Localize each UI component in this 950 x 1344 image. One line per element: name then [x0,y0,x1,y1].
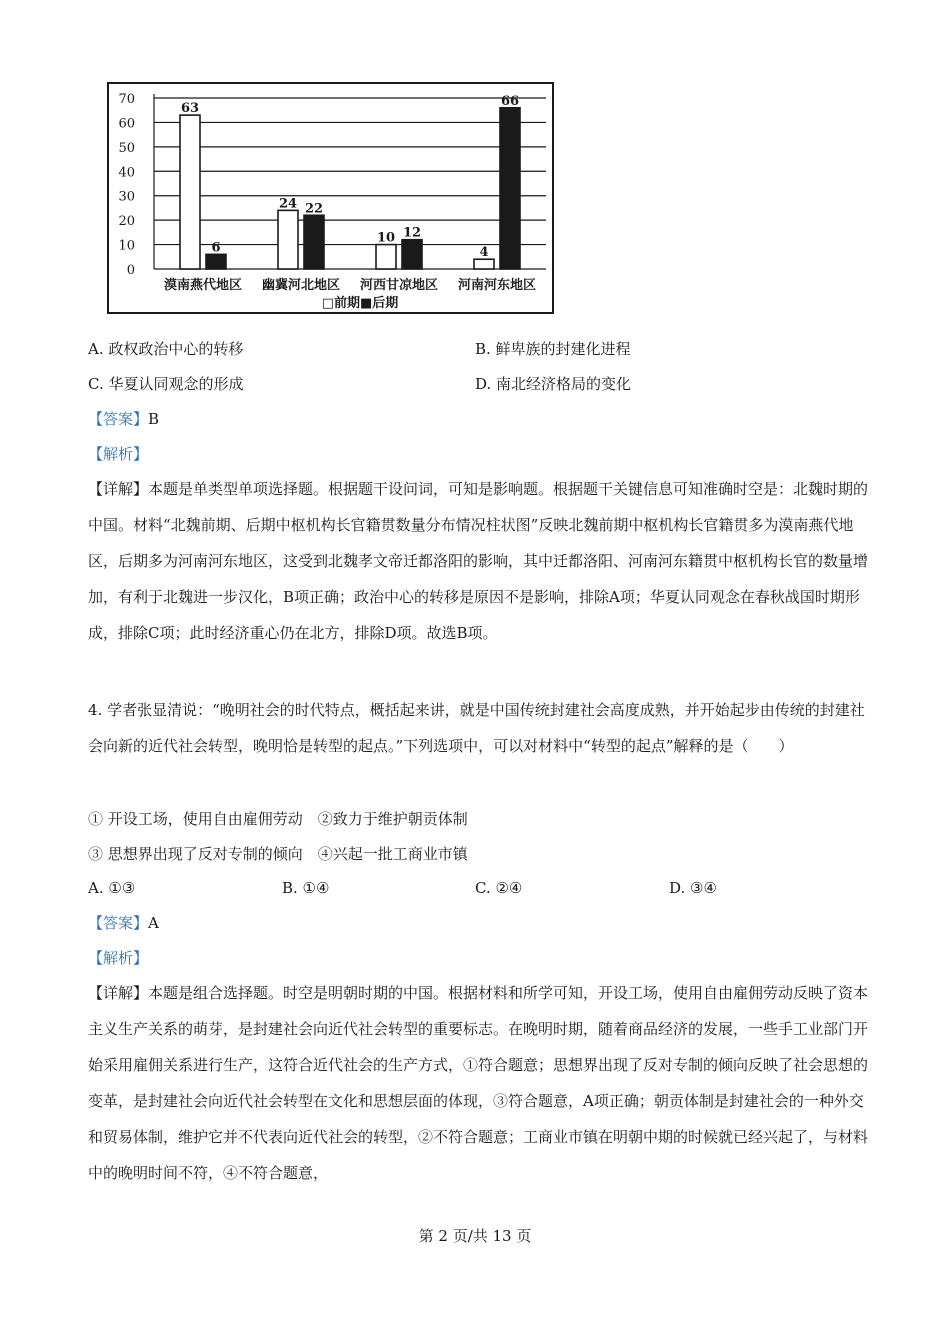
bar-chart [109,84,552,312]
q3-option-b: B. 鲜卑族的封建化进程 [475,340,631,358]
q4-answer [88,913,159,933]
y-tick-label: 10 [118,238,135,254]
x-category-label: 幽冀河北地区 [261,278,341,293]
q3-option-d: D. 南北经济格局的变化 [475,375,632,393]
bar-后期 [500,108,520,269]
x-category-label: 河西甘凉地区 [359,278,439,293]
q3-option-a: A. 政权政治中心的转移 [88,340,244,358]
bar-value-label: 22 [304,201,324,217]
q4-option-a: A. ①③ [88,879,136,897]
q4-items-line1: ① 开设工场，使用自由雇佣劳动 ②致力于维护朝贡体制 [88,810,468,828]
q4-answer-value: A [148,914,159,932]
q3-analysis-heading [88,444,148,464]
bar-chart-frame [107,82,554,314]
bar-value-label: 6 [211,240,221,256]
q3-answer-value: B [148,410,160,428]
q4-detail [88,975,872,1191]
y-tick-label: 40 [118,165,135,181]
y-tick-label: 50 [118,140,135,156]
bar-前期 [474,259,494,269]
q3-detail-text: 本题是单类型单项选择题。根据题干设问词，可知是影响题。根据题干关键信息可知准确时空是：北魏时期的中国。材料“北魏前期、后期中枢机构长官籍贯数量分布情况柱状图”反映北魏前期中枢机构长官籍贯多为漠南燕代地区，后期多为河南河东地区，这受到北魏孝文帝迁都洛阳的影响，其中迁都洛阳、河南河东籍贯中枢机构长官的数量增加，有利于北魏进一步汉化，B项正确；政治中心的转移是原因不是影响，排除A项；华夏认同观念在春秋战国时期形成，排除C项；此时经济重心仍在北方，排除D项。故选B项。 [88,480,869,642]
bar-前期 [278,210,298,269]
y-tick-label: 60 [118,116,135,132]
q4-answer-tag: 【答案】 [88,914,149,932]
q4-analysis-tag: 【解析】 [88,949,149,967]
q3-detail [88,471,872,651]
q4-option-b: B. ①④ [282,879,330,897]
bar-value-label: 4 [479,245,489,261]
bar-后期 [304,215,324,269]
y-tick-label: 0 [126,263,135,278]
q4-detail-tag: 【详解】 [88,984,149,1002]
q4-analysis-heading [88,948,148,968]
q3-option-c: C. 华夏认同观念的形成 [88,375,244,393]
q3-answer-tag: 【答案】 [88,410,149,428]
y-tick-label: 70 [118,92,135,107]
bar-前期 [376,245,396,269]
q3-answer [88,409,159,429]
bar-value-label: 24 [278,196,298,212]
q4-detail-text: 本题是组合选择题。时空是明朝时期的中国。根据材料和所学可知，开设工场，使用自由雇佣劳动反映了资本主义生产关系的萌芽，是封建社会向近代社会转型的重要标志。在晚明时期，随着商品经济的发展，一些手工业部门开始采用雇佣关系进行生产，这符合近代社会的生产方式，①符合题意；思想界出现了反对专制的倾向反映了社会思想的变革，是封建社会向近代社会转型在文化和思想层面的体现，③符合题意，A项正确；朝贡体制是封建社会的一种外交和贸易体制，维护它并不代表向近代社会的转型，②不符合题意；工商业市镇在明朝中期的时候就已经兴起了，与材料中的晚明时间不符，④不符合题意， [88,984,869,1182]
q3-analysis-tag: 【解析】 [88,445,149,463]
bar-value-label: 12 [402,225,422,241]
bar-value-label: 66 [500,93,520,109]
x-category-label: 漠南燕代地区 [163,278,243,293]
y-tick-label: 20 [118,214,135,230]
chart-legend: □前期■后期 [321,296,399,311]
q4-items-line2: ③ 思想界出现了反对专制的倾向 ④兴起一批工商业市镇 [88,845,468,863]
bar-前期 [180,115,200,269]
bar-value-label: 10 [376,230,396,246]
q4-option-c: C. ②④ [475,879,523,897]
q4-option-d: D. ③④ [669,879,717,897]
page-footer: 第 2 页/共 13 页 [418,1227,532,1245]
bar-后期 [206,254,226,269]
bar-后期 [402,240,422,269]
q4-stem: 4. 学者张显清说：“晚明社会的时代特点，概括起来讲，就是中国传统封建社会高度成熟，并开始起步由传统的封建社会向新的近代社会转型，晚明恰是转型的起点。”下列选项中，可以对材料中“转型的起点”解释的是（ ） [88,701,865,755]
y-tick-label: 30 [118,189,135,205]
x-category-label: 河南河东地区 [457,278,537,293]
q3-detail-tag: 【详解】 [88,480,149,498]
bar-value-label: 63 [180,101,200,117]
